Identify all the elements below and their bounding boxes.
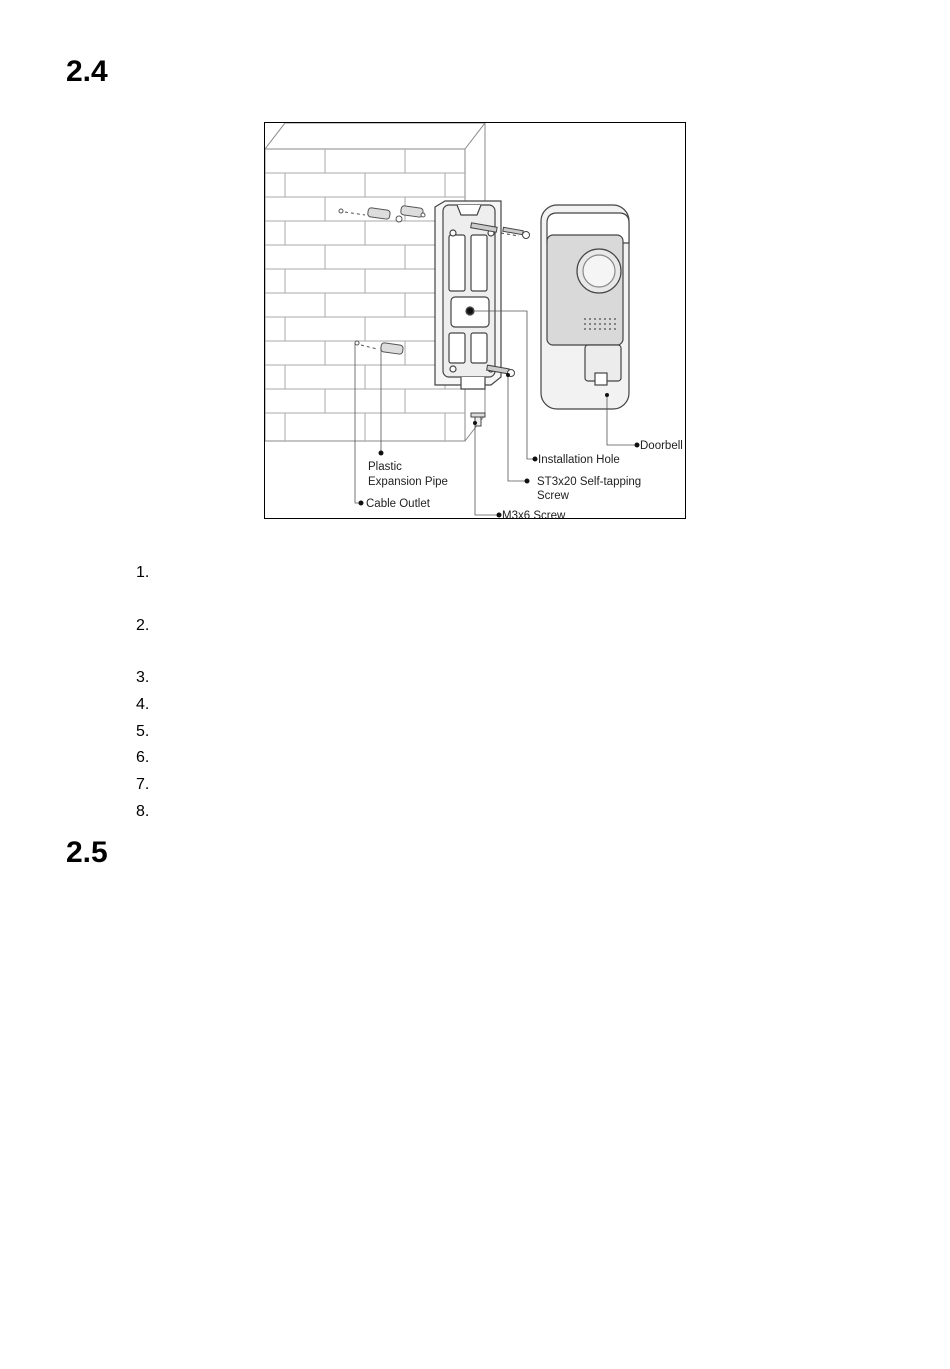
doorbell-device (541, 205, 629, 409)
label-self-tapping-screw-line2: Screw (537, 490, 569, 502)
step-number: 1. (136, 564, 150, 581)
section-heading-2-5: 2.5 (66, 836, 108, 869)
step-number: 5. (136, 723, 150, 740)
installation-diagram (264, 122, 686, 519)
label-expansion-pipe-line2: Expansion Pipe (368, 476, 448, 488)
step-number: 6. (136, 749, 150, 766)
label-cable-outlet: Cable Outlet (366, 498, 430, 510)
label-m3-screw: M3x6 Screw (502, 510, 566, 518)
step-number: 7. (136, 776, 150, 793)
label-expansion-pipe-line1: Plastic (368, 461, 402, 473)
label-self-tapping-screw-line1: ST3x20 Self-tapping (537, 476, 642, 488)
step-number: 2. (136, 617, 150, 634)
step-number: 4. (136, 696, 150, 713)
step-number: 8. (136, 803, 150, 820)
label-doorbell: Doorbell (640, 440, 683, 452)
step-number: 3. (136, 669, 150, 686)
label-installation-hole: Installation Hole (538, 454, 620, 466)
section-heading-2-4: 2.4 (66, 55, 108, 88)
